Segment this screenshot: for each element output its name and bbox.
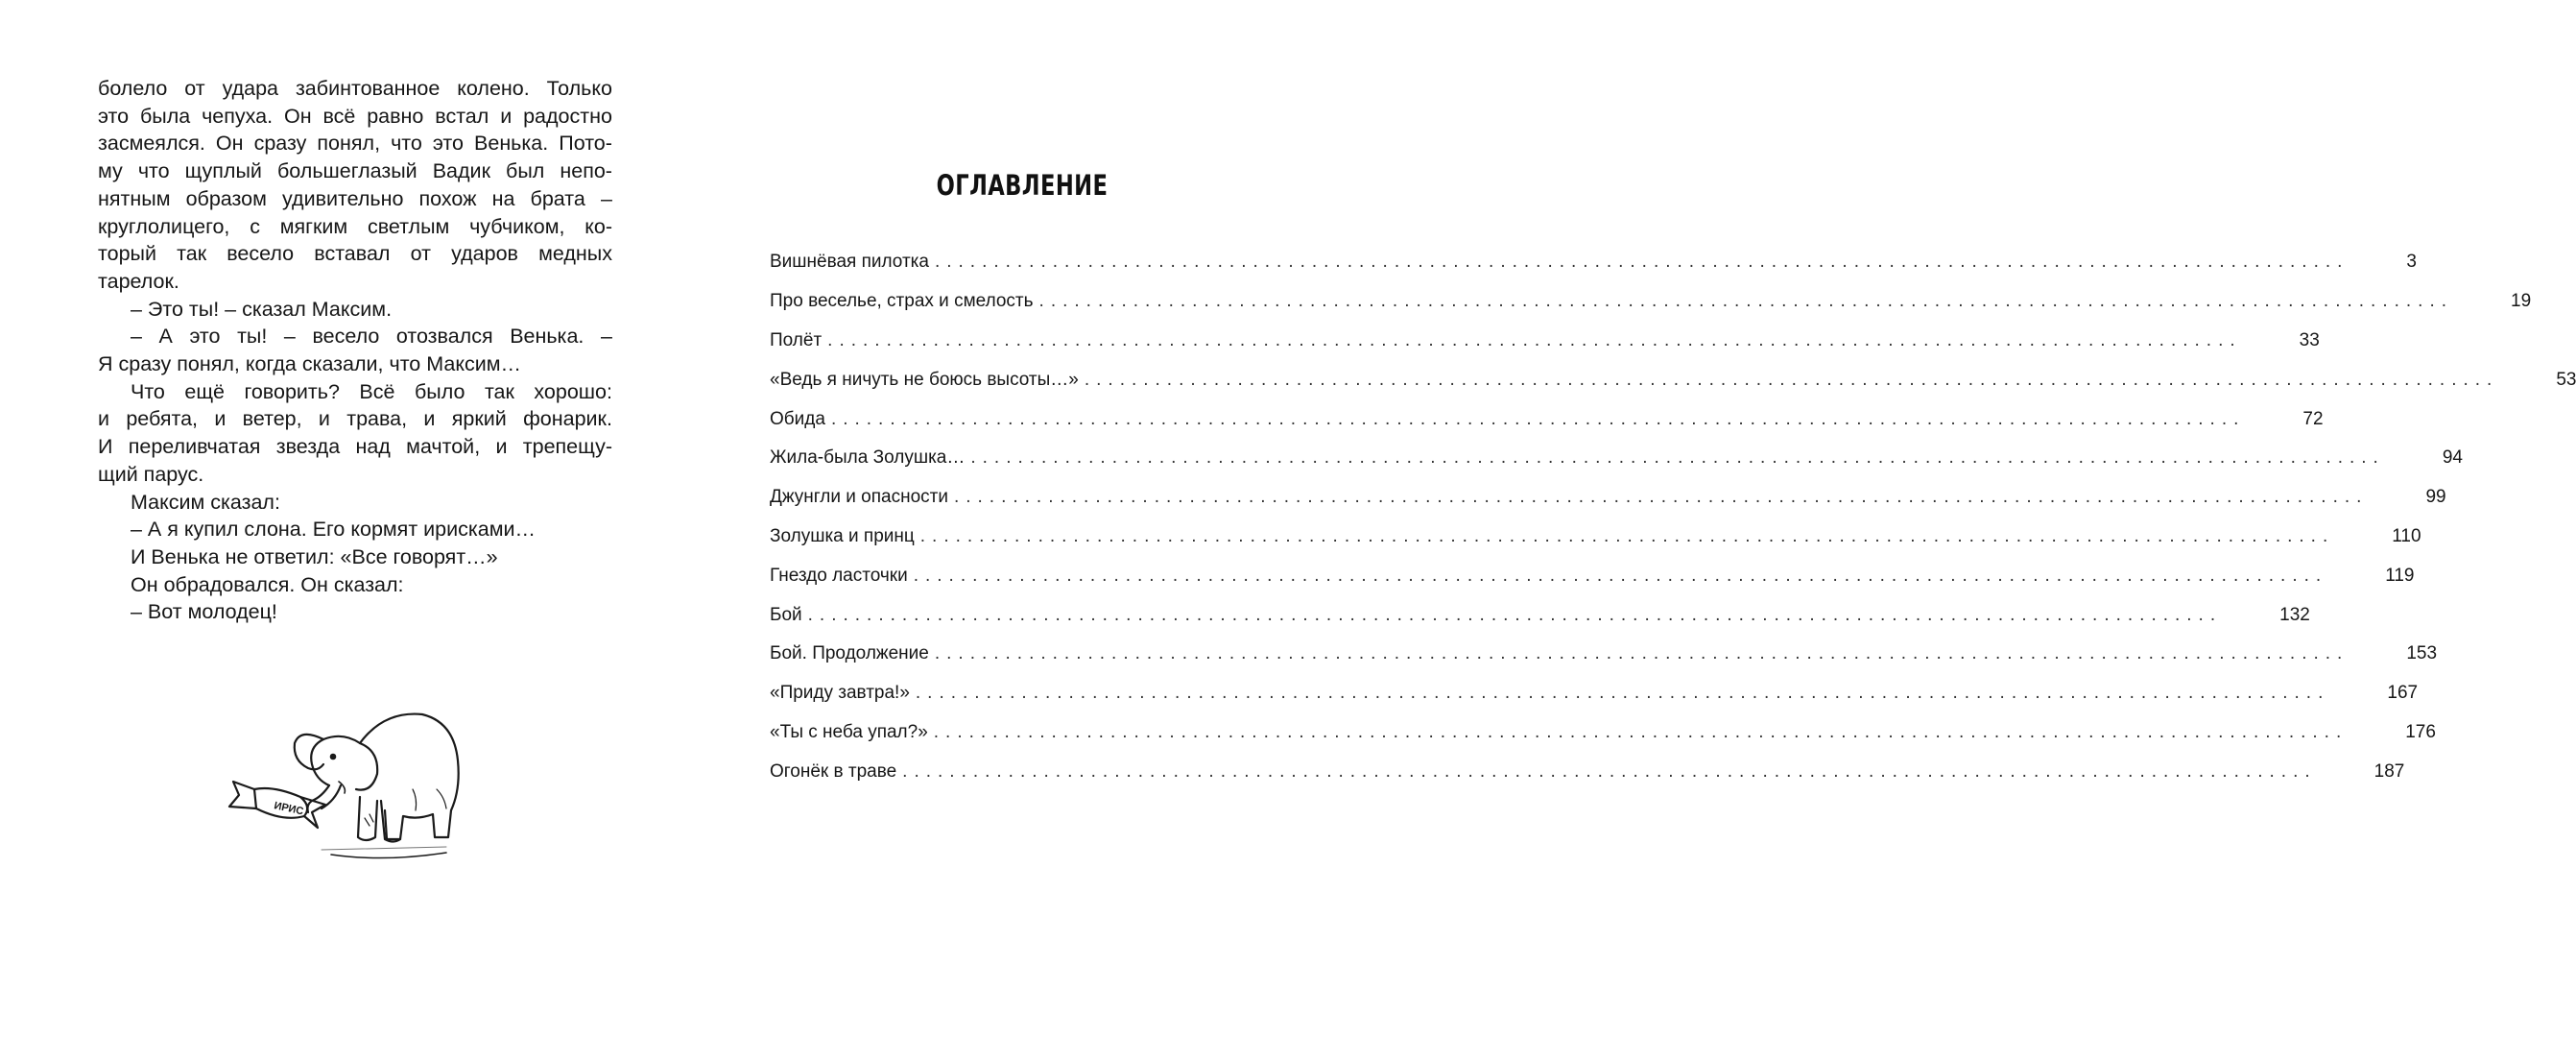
toc-entry[interactable] bbox=[770, 399, 2324, 439]
word: – bbox=[283, 325, 296, 349]
toc-leader-dots: ........................................................................................................................ bbox=[902, 760, 2317, 782]
word: это bbox=[98, 104, 130, 128]
toc-leader-dots: ........................................................................................................................ bbox=[830, 408, 2246, 429]
text-line: Он обрадовался. Он сказал: bbox=[131, 572, 404, 596]
word: болело bbox=[98, 77, 168, 100]
elephant-illustration bbox=[216, 693, 465, 866]
word: трепещу- bbox=[522, 435, 612, 459]
word: большеглазый bbox=[276, 159, 417, 183]
toc-entry[interactable] bbox=[770, 595, 2310, 635]
word: образом bbox=[185, 186, 267, 210]
text-line bbox=[98, 433, 612, 461]
text-line bbox=[98, 185, 612, 213]
word: это bbox=[189, 325, 221, 349]
word: светлым bbox=[367, 214, 450, 238]
word: похож bbox=[418, 186, 477, 210]
word: му bbox=[98, 159, 123, 183]
text-line: щий парус. bbox=[98, 462, 204, 486]
word: Вадик bbox=[432, 159, 490, 183]
word: была bbox=[139, 104, 191, 128]
toc-entry-title: Про веселье, страх и смелость bbox=[770, 291, 1034, 312]
word: с bbox=[250, 214, 260, 238]
word: что bbox=[391, 132, 422, 156]
word: ребята, bbox=[126, 407, 199, 431]
word: был bbox=[506, 159, 545, 183]
toc-entry-title: «Ты с неба упал?» bbox=[770, 721, 928, 742]
word: Только bbox=[546, 77, 612, 100]
toc-leader-dots: ........................................................................................................................ bbox=[919, 525, 2335, 546]
candy-label: ИРИС bbox=[273, 800, 305, 818]
word: это bbox=[432, 132, 464, 156]
word: удара bbox=[222, 77, 279, 100]
word: сразу bbox=[253, 132, 307, 156]
word: над bbox=[355, 435, 391, 459]
toc-entry-title: Огонёк в траве bbox=[770, 760, 897, 782]
word: от bbox=[410, 242, 431, 266]
toc-entry-page: 72 bbox=[2302, 408, 2324, 429]
toc-entry-page: 132 bbox=[2279, 604, 2310, 625]
word: брата bbox=[530, 186, 585, 210]
word: весело bbox=[227, 242, 295, 266]
toc-entry-title: Бой. Продолжение bbox=[770, 643, 929, 664]
toc-leader-dots: ........................................................................................................................ bbox=[933, 721, 2349, 742]
word: забинтованное bbox=[295, 77, 441, 100]
toc-entry-page: 176 bbox=[2405, 721, 2436, 742]
toc-entry-title: Жила-была Золушка… bbox=[770, 447, 966, 469]
word: чубчиком, bbox=[469, 214, 565, 238]
word: медных bbox=[538, 242, 612, 266]
toc-entry[interactable] bbox=[770, 439, 2463, 478]
word: всё bbox=[322, 104, 356, 128]
toc-entry-page: 187 bbox=[2373, 760, 2405, 782]
text-line bbox=[98, 405, 612, 433]
toc-leader-dots: ........................................................................................................................ bbox=[807, 604, 2223, 625]
text-line: И Венька не ответил: «Все говорят…» bbox=[131, 544, 498, 568]
word: ветер, bbox=[242, 407, 302, 431]
word: на bbox=[491, 186, 515, 210]
toc-entry-title: Джунгли и опасности bbox=[770, 487, 948, 508]
toc-entry[interactable] bbox=[770, 360, 2576, 399]
word: звезда bbox=[275, 435, 341, 459]
word: Венька. bbox=[510, 325, 584, 349]
toc-entry[interactable] bbox=[770, 243, 2417, 282]
toc-title: ОГЛАВЛЕНИЕ bbox=[936, 169, 1109, 202]
word: колено. bbox=[457, 77, 530, 100]
toc-entry-title: Обида bbox=[770, 408, 825, 429]
toc-leader-dots: ........................................................................................................................ bbox=[953, 487, 2369, 508]
word: от bbox=[184, 77, 205, 100]
toc-entry-page: 33 bbox=[2299, 329, 2320, 350]
word: торый bbox=[98, 242, 156, 266]
toc-leader-dots: ........................................................................................................................ bbox=[913, 565, 2328, 586]
text-line bbox=[98, 378, 612, 406]
toc-entry-title: Гнездо ласточки bbox=[770, 565, 908, 586]
word: фонарик. bbox=[523, 407, 612, 431]
text-line bbox=[98, 157, 612, 185]
word: круглолицего, bbox=[98, 214, 230, 238]
word: Он bbox=[215, 132, 244, 156]
toc-entry-title: Бой bbox=[770, 604, 802, 625]
word: А bbox=[158, 325, 173, 349]
word: щуплый bbox=[184, 159, 262, 183]
text-line: тарелок. bbox=[98, 269, 179, 293]
toc-entry-page: 119 bbox=[2385, 565, 2415, 586]
toc-leader-dots: ........................................................................................................................ bbox=[915, 683, 2330, 704]
text-line: Максим сказал: bbox=[131, 490, 280, 514]
word: трава, bbox=[346, 407, 408, 431]
toc-entry-page: 19 bbox=[2511, 291, 2532, 312]
word: мягким bbox=[279, 214, 348, 238]
toc-entry-page: 94 bbox=[2442, 447, 2463, 469]
word: удивительно bbox=[281, 186, 404, 210]
toc-entry-title: «Ведь я ничуть не боюсь высоты…» bbox=[770, 369, 1079, 390]
toc-entry-title: Золушка и принц bbox=[770, 525, 915, 546]
toc-entry[interactable] bbox=[770, 674, 2419, 713]
toc-entry-page: 167 bbox=[2387, 683, 2419, 704]
toc-entry[interactable] bbox=[770, 478, 2446, 518]
toc-entry[interactable] bbox=[770, 713, 2436, 753]
word: мачтой, bbox=[406, 435, 481, 459]
text-line bbox=[98, 323, 612, 350]
word: ты! bbox=[237, 325, 268, 349]
word: ко- bbox=[584, 214, 612, 238]
word: говорить? bbox=[244, 379, 340, 403]
toc-entry[interactable] bbox=[770, 282, 2532, 322]
word: и bbox=[318, 407, 330, 431]
left-page-text bbox=[98, 75, 612, 626]
word: – bbox=[600, 186, 612, 210]
toc-leader-dots: ........................................................................................................................ bbox=[934, 643, 2349, 664]
toc-entry[interactable] bbox=[770, 752, 2405, 791]
table-of-contents bbox=[770, 243, 2576, 791]
toc-leader-dots: ........................................................................................................................ bbox=[970, 447, 2385, 469]
text-line bbox=[98, 103, 612, 131]
word: – bbox=[131, 325, 142, 349]
word: понял, bbox=[317, 132, 381, 156]
word: было bbox=[414, 379, 465, 403]
text-line bbox=[98, 75, 612, 103]
word: так bbox=[177, 242, 207, 266]
word: И bbox=[98, 435, 113, 459]
word: Всё bbox=[359, 379, 395, 403]
text-line: – Вот молодец! bbox=[131, 600, 277, 624]
word: – bbox=[600, 325, 612, 349]
toc-entry-page: 53 bbox=[2556, 369, 2576, 390]
word: так bbox=[484, 379, 514, 403]
word: ещё bbox=[184, 379, 225, 403]
word: отозвался bbox=[395, 325, 493, 349]
word: Что bbox=[131, 379, 165, 403]
toc-entry-title: Полёт bbox=[770, 329, 823, 350]
word: и bbox=[214, 407, 227, 431]
toc-entry[interactable] bbox=[770, 635, 2438, 674]
text-line: – Это ты! – сказал Максим. bbox=[131, 297, 393, 321]
word: и bbox=[500, 104, 513, 128]
text-line bbox=[98, 130, 612, 157]
word: что bbox=[137, 159, 170, 183]
toc-leader-dots: ........................................................................................................................ bbox=[827, 329, 2242, 350]
word: вставал bbox=[314, 242, 391, 266]
toc-leader-dots: ........................................................................................................................ bbox=[1038, 291, 2454, 312]
word: ударов bbox=[451, 242, 518, 266]
word: чепуха. bbox=[202, 104, 274, 128]
word: и bbox=[98, 407, 110, 431]
toc-entry-page: 110 bbox=[2392, 525, 2421, 546]
toc-entry[interactable] bbox=[770, 556, 2415, 595]
word: засмеялся. bbox=[98, 132, 205, 156]
toc-leader-dots: ........................................................................................................................ bbox=[1084, 369, 2499, 390]
toc-entry-page: 99 bbox=[2425, 487, 2446, 508]
toc-entry-title: Вишнёвая пилотка bbox=[770, 252, 929, 273]
word: яркий bbox=[451, 407, 507, 431]
word: и bbox=[495, 435, 508, 459]
word: и bbox=[423, 407, 436, 431]
word: Пото- bbox=[559, 132, 612, 156]
word: радостно bbox=[523, 104, 612, 128]
toc-leader-dots: ........................................................................................................................ bbox=[934, 252, 2349, 273]
word: Венька. bbox=[474, 132, 549, 156]
word: встал bbox=[435, 104, 489, 128]
text-line: – А я купил слона. Его кормят ирисками… bbox=[131, 518, 537, 542]
toc-entry-page: 3 bbox=[2406, 252, 2417, 273]
word: нятным bbox=[98, 186, 171, 210]
word: равно bbox=[367, 104, 424, 128]
text-line bbox=[98, 240, 612, 268]
toc-entry[interactable] bbox=[770, 518, 2421, 557]
text-line bbox=[98, 213, 612, 241]
toc-entry[interactable] bbox=[770, 322, 2320, 361]
word: непо- bbox=[560, 159, 612, 183]
word: хорошо: bbox=[534, 379, 612, 403]
word: весело bbox=[312, 325, 380, 349]
word: переливчатая bbox=[128, 435, 261, 459]
toc-entry-page: 153 bbox=[2406, 643, 2438, 664]
text-line: Я сразу понял, когда сказали, что Максим… bbox=[98, 352, 522, 376]
toc-entry-title: «Приду завтра!» bbox=[770, 683, 910, 704]
word: Он bbox=[283, 104, 312, 128]
